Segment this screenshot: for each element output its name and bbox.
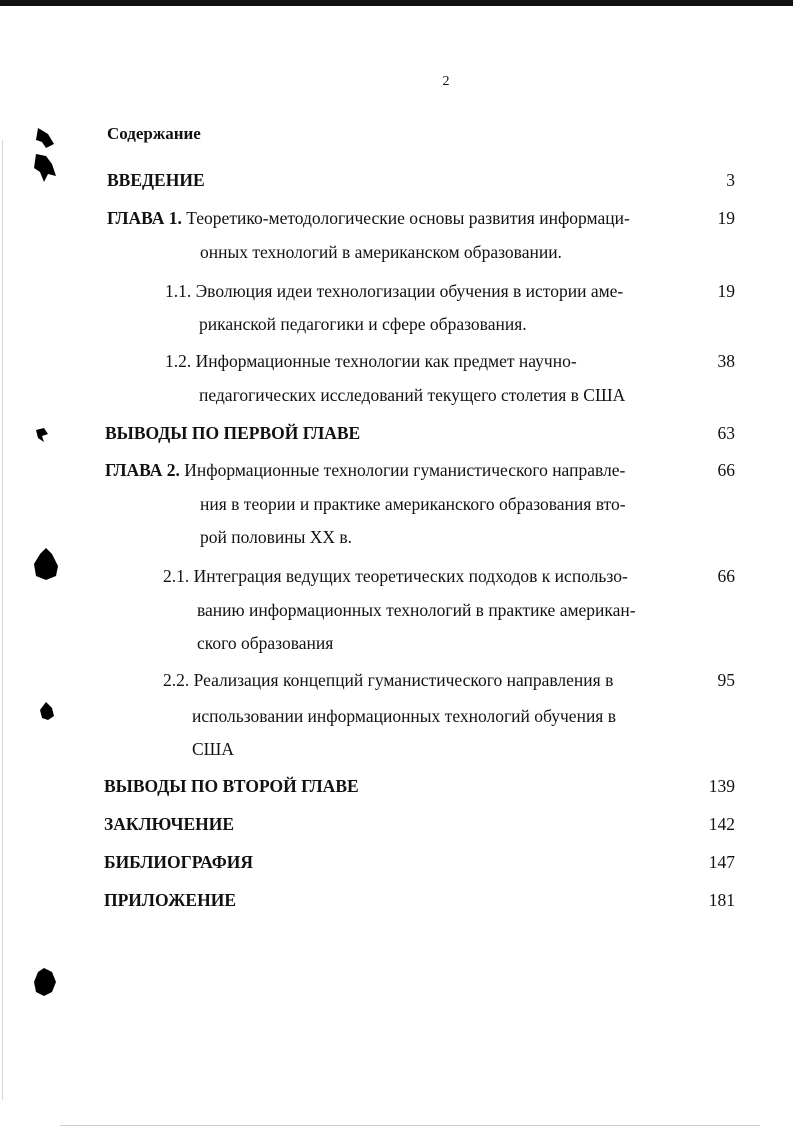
toc-s2-2-page: 95 xyxy=(717,670,735,690)
toc-s2-1-line2: ванию информационных технологий в практике американ- xyxy=(197,600,636,620)
toc-s1-1-line2: риканской педагогики и сфере образования. xyxy=(199,314,527,334)
toc-s1-2-line1: 1.2. Информационные технологии как предмет научно- xyxy=(165,351,577,371)
toc-intro-title: ВВЕДЕНИЕ xyxy=(107,170,205,190)
toc-s2-1-line3: ского образования xyxy=(197,633,334,653)
toc-s1-1-page: 19 xyxy=(717,281,735,301)
toc-concl2-page: 139 xyxy=(708,776,735,796)
toc-conclusion-page: 142 xyxy=(708,814,735,834)
toc-ch1-line2: онных технологий в американском образовании. xyxy=(200,242,562,262)
toc-appendix-page: 181 xyxy=(708,890,735,910)
toc-ch1-label: ГЛАВА 1. xyxy=(107,208,182,228)
scan-artifact-mid xyxy=(34,426,50,444)
toc-ch2-text1: Информационные технологии гуманистического направле- xyxy=(184,460,626,480)
toc-biblio-page: 147 xyxy=(708,852,735,872)
toc-s1-2-page: 38 xyxy=(717,351,735,371)
toc-s2-2-line3: США xyxy=(192,739,234,759)
toc-ch2-page: 66 xyxy=(717,460,735,480)
toc-ch2-line2: ния в теории и практике американского образования вто- xyxy=(200,494,626,514)
toc-s2-1-page: 66 xyxy=(717,566,735,586)
scan-top-border xyxy=(0,0,793,6)
toc-appendix-title: ПРИЛОЖЕНИЕ xyxy=(104,890,237,910)
toc-concl2-title: ВЫВОДЫ ПО ВТОРОЙ ГЛАВЕ xyxy=(104,776,359,796)
toc-ch1-text1: Теоретико-методологические основы развития информаци- xyxy=(186,208,630,228)
toc-ch1-page: 19 xyxy=(717,208,735,228)
scan-left-edge xyxy=(2,140,3,1100)
toc-conclusion-title: ЗАКЛЮЧЕНИЕ xyxy=(104,814,235,834)
toc-ch1-line1 xyxy=(107,208,630,228)
toc-heading: Содержание xyxy=(107,124,201,143)
toc-s2-2-line1: 2.2. Реализация концепций гуманистического направления в xyxy=(163,670,614,690)
scan-bottom-line xyxy=(60,1125,760,1126)
toc-concl1-page: 63 xyxy=(717,423,735,443)
toc-s1-2-line2: педагогических исследований текущего столетия в США xyxy=(199,385,626,405)
toc-s1-1-line1: 1.1. Эволюция идеи технологизации обучения в истории аме- xyxy=(165,281,624,301)
page-number: 2 xyxy=(442,74,450,89)
toc-ch2-label: ГЛАВА 2. xyxy=(105,460,180,480)
scan-artifact-small xyxy=(38,700,56,722)
toc-ch2-line1 xyxy=(105,460,625,480)
toc-ch2-line3: рой половины XX в. xyxy=(200,527,353,547)
toc-concl1-title: ВЫВОДЫ ПО ПЕРВОЙ ГЛАВЕ xyxy=(105,423,361,443)
scan-artifact-punch-1 xyxy=(32,546,60,582)
scan-artifact-punch-2 xyxy=(32,966,58,998)
scan-artifact-top xyxy=(32,126,62,184)
toc-intro-page: 3 xyxy=(726,170,735,190)
toc-s2-1-line1: 2.1. Интеграция ведущих теоретических подходов к использо- xyxy=(163,566,628,586)
toc-s2-2-line2: использовании информационных технологий обучения в xyxy=(192,706,616,726)
toc-biblio-title: БИБЛИОГРАФИЯ xyxy=(104,852,253,872)
